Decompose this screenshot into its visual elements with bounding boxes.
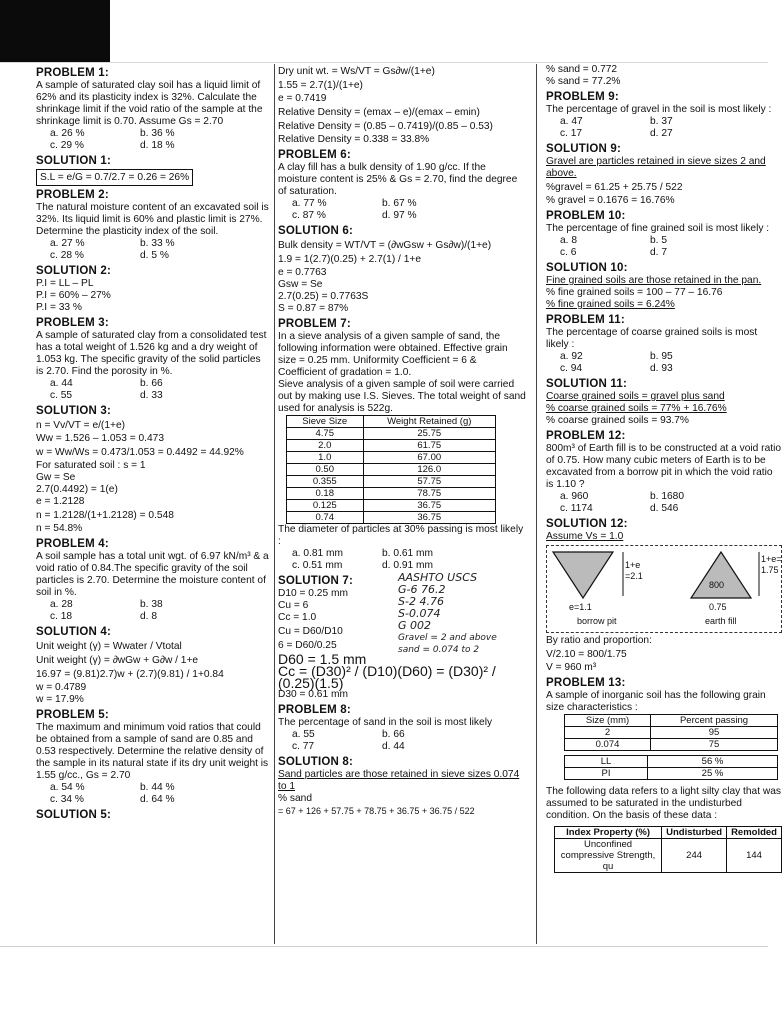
option-d: d. 33: [140, 390, 163, 401]
option-d: d. 546: [650, 503, 679, 514]
table-row: [287, 512, 496, 524]
problem-8-text: The percentage of sand in the soil is most likely: [278, 717, 493, 728]
solution-line: % fine grained soils = 100 – 77 – 16.76: [546, 287, 723, 298]
column-header: Percent passing: [651, 715, 778, 727]
problem-5-title: PROBLEM 5:: [36, 709, 109, 721]
solution-line: P.I = 60% – 27%: [36, 290, 111, 301]
figure-label: 800: [709, 580, 725, 590]
table-cell: 61.75: [363, 440, 496, 452]
option-b: b. 5: [650, 235, 667, 246]
table-cell: 4.75: [287, 428, 364, 440]
table-cell: 0.18: [287, 488, 364, 500]
options: [36, 599, 270, 611]
borrow-pit-triangle: [553, 552, 613, 598]
option-b: b. 67 %: [382, 198, 417, 209]
table-row: [565, 756, 778, 768]
table-row: [287, 500, 496, 512]
solution-3-title: SOLUTION 3:: [36, 405, 112, 417]
handwritten-note: sand = 0.074 to 2: [398, 645, 480, 655]
options: [36, 782, 270, 794]
top-edge: [0, 62, 768, 63]
option-a: a. 27 %: [50, 238, 85, 249]
option-c: c. 0.51 mm: [292, 560, 343, 571]
table-cell: 25 %: [648, 768, 778, 780]
solution-line: D10 = 0.25 mm: [278, 588, 348, 599]
option-d: d. 44: [382, 741, 405, 752]
option-b: b. 66: [382, 729, 405, 740]
document-page: [30, 64, 782, 944]
problem-1-text: A sample of saturated clay soil has a liquid limit of 62% and its plasticity index is 32%. Calculate the shrinkage limit if the void ratio of the sample at the shrinkage limit is 0.70. Assume Gs = 2.70: [36, 80, 263, 127]
options: [278, 729, 526, 741]
column-3: [546, 64, 782, 944]
solution-line: By ratio and proportion:: [546, 635, 652, 646]
figure-label: 1+e=: [761, 554, 782, 564]
handwritten-note: AASHTO USCS: [398, 571, 478, 584]
problem-6-text: A clay fill has a bulk density of 1.90 g/cc. If the moisture content is 25% & Gs = 2.70, find the degree of saturation.: [278, 162, 518, 197]
table-cell: 126.0: [363, 464, 496, 476]
solution-line: % coarse grained soils = 77% + 16.76%: [546, 403, 727, 414]
figure-label: borrow pit: [577, 616, 617, 626]
solution-7-title: SOLUTION 7:: [278, 575, 354, 587]
solution-line: P.I = 33 %: [36, 302, 82, 313]
solution-line: Ww = 1.526 – 1.053 = 0.473: [36, 433, 165, 444]
problem-10-text: The percentage of fine grained soil is most likely :: [546, 223, 770, 234]
solution-line: Cu = 6: [278, 600, 309, 611]
solution-11-title: SOLUTION 11:: [546, 378, 627, 390]
options: [278, 210, 526, 222]
options: [278, 548, 526, 560]
options: [546, 363, 782, 375]
table-row: [565, 768, 778, 780]
column-header: Sieve Size: [287, 416, 364, 428]
figure-label: 0.75: [709, 602, 727, 612]
solution-line: w = 0.4789: [36, 682, 87, 693]
problem-2-text: The natural moisture content of an excavated soil is 32%. Its liquid limit is 60% and plastic limit is 27%. Determine the plasticity index of the soil.: [36, 202, 269, 237]
table-row: [287, 440, 496, 452]
solution-line: n = Vv/VT = e/(1+e): [36, 420, 126, 431]
solution-line: Fine grained soils are those retained in the pan.: [546, 275, 762, 286]
options: [546, 116, 782, 128]
problem-10-title: PROBLEM 10:: [546, 210, 626, 222]
solution-line: % coarse grained soils = 93.7%: [546, 415, 689, 426]
table-cell: 244: [662, 839, 727, 873]
table-row: [287, 464, 496, 476]
problem-7-title: PROBLEM 7:: [278, 318, 351, 330]
solution-line: = 67 + 126 + 57.75 + 78.75 + 36.75 + 36.75 / 522: [278, 806, 475, 816]
sieve-table: [286, 415, 496, 524]
table-cell: 56 %: [648, 756, 778, 768]
table-cell: 0.355: [287, 476, 364, 488]
option-a: a. 55: [292, 729, 315, 740]
solution-6-title: SOLUTION 6:: [278, 225, 354, 237]
option-c: c. 28 %: [50, 250, 84, 261]
limits-table: [564, 755, 778, 780]
solution-4-title: SOLUTION 4:: [36, 626, 112, 638]
table-row: [287, 476, 496, 488]
option-d: d. 0.91 mm: [382, 560, 433, 571]
solution-line: Cu = D60/D10: [278, 626, 343, 637]
options: [36, 390, 270, 402]
problem-12-title: PROBLEM 12:: [546, 430, 626, 442]
option-c: c. 87 %: [292, 210, 326, 221]
table-cell: 36.75: [363, 500, 496, 512]
solution-line: For saturated soil : s = 1: [36, 460, 146, 471]
grain-size-table: [564, 714, 778, 751]
problem-11-title: PROBLEM 11:: [546, 314, 625, 326]
option-b: b. 36 %: [140, 128, 175, 139]
solution-line: w = 17.9%: [36, 694, 84, 705]
options: [278, 198, 526, 210]
solution-line: % sand = 0.772: [546, 64, 618, 75]
solution-line: %gravel = 61.25 + 25.75 / 522: [546, 182, 683, 193]
option-a: a. 77 %: [292, 198, 327, 209]
option-c: c. 29 %: [50, 140, 84, 151]
problem-13-title: PROBLEM 13:: [546, 677, 626, 689]
solution-line: Relative Density = (0.85 – 0.7419)/(0.85 – 0.53): [278, 121, 493, 132]
options: [546, 235, 782, 247]
column-1: [36, 64, 270, 944]
column-2: [278, 64, 526, 944]
column-divider: [536, 64, 537, 944]
problem-7-text-2: Sieve analysis of a given sample of soil were carried out by making use I.S. Sieves. The total weight of sand used for analysis is 522g.: [278, 379, 526, 414]
options: [278, 741, 526, 753]
table-row: [565, 739, 778, 751]
column-header: Weight Retained (g): [363, 416, 496, 428]
option-a: a. 8: [560, 235, 577, 246]
option-a: a. 960: [560, 491, 589, 502]
handwritten-notes: [398, 572, 524, 665]
options: [36, 128, 270, 140]
table-cell: PI: [565, 768, 648, 780]
problem-8-title: PROBLEM 8:: [278, 704, 351, 716]
table-cell: 75: [651, 739, 778, 751]
problem-7-text: In a sieve analysis of a given sample of sand, the following information were obtained. Effective grain size = 0.25 mm. Uniformity Coefficient = 6 & Coefficient of gradation = 1.0.: [278, 331, 508, 378]
solution-line: n = 54.8%: [36, 523, 83, 534]
option-c: c. 94: [560, 363, 583, 374]
column-header: Remolded: [727, 827, 782, 839]
options: [36, 238, 270, 250]
problem-2-title: PROBLEM 2:: [36, 189, 109, 201]
problem-4-title: PROBLEM 4:: [36, 538, 109, 550]
column-header: Undisturbed: [662, 827, 727, 839]
option-d: d. 93: [650, 363, 673, 374]
handwritten-note: S-2 4.76: [398, 595, 444, 608]
solution-2-title: SOLUTION 2:: [36, 265, 112, 277]
option-b: b. 38: [140, 599, 163, 610]
option-d: d. 5 %: [140, 250, 169, 261]
option-a: a. 54 %: [50, 782, 85, 793]
table-cell: Unconfined compressive Strength, qu: [555, 839, 662, 873]
solution-12-title: SOLUTION 12:: [546, 518, 628, 530]
solution-line: Sand particles are those retained in sieve sizes 0.074 to 1: [278, 769, 520, 792]
solution-line: Cc = 1.0: [278, 612, 317, 623]
option-a: a. 0.81 mm: [292, 548, 343, 559]
handwritten-note: G 002: [398, 619, 432, 632]
bottom-edge: [0, 946, 768, 947]
solution-line: Assume Vs = 1.0: [546, 531, 624, 542]
table-row: [565, 727, 778, 739]
option-a: a. 28: [50, 599, 73, 610]
figure-label: 1.75: [761, 565, 779, 575]
options: [546, 491, 782, 503]
solution-5-title: SOLUTION 5:: [36, 809, 112, 821]
option-b: b. 66: [140, 378, 163, 389]
solution-line: 1.55 = 2.7(1)/(1+e): [278, 80, 363, 91]
table-row: [287, 428, 496, 440]
table-header: [287, 416, 496, 428]
option-c: c. 17: [560, 128, 583, 139]
options: [36, 250, 270, 262]
option-d: d. 18 %: [140, 140, 175, 151]
solution-line: e = 1.2128: [36, 496, 85, 507]
option-b: b. 37: [650, 116, 673, 127]
option-b: b. 33 %: [140, 238, 175, 249]
solution-line: Gravel are particles retained in sieve sizes 2 and above.: [546, 156, 766, 179]
option-b: b. 1680: [650, 491, 684, 502]
solution-line: Dry unit wt. = Ws/VT = Gs∂w/(1+e): [278, 66, 435, 77]
solution-1-title: SOLUTION 1:: [36, 155, 112, 167]
table-row: [287, 488, 496, 500]
option-a: a. 44: [50, 378, 73, 389]
handwritten-note: Gravel = 2 and above: [398, 633, 497, 643]
options: [546, 503, 782, 515]
problem-13-text: A sample of inorganic soil has the following grain size characteristics :: [546, 690, 766, 713]
options: [546, 128, 782, 140]
table-cell: LL: [565, 756, 648, 768]
solution-line: Gw = Se: [36, 472, 76, 483]
solution-line: w = Ww/Ws = 0.473/1.053 = 0.4492 = 44.92%: [36, 447, 244, 458]
table-cell: 0.74: [287, 512, 364, 524]
table-cell: 95: [651, 727, 778, 739]
solution-line: 1.9 = 1(2.7)(0.25) + 2.7(1) / 1+e: [278, 254, 421, 265]
scan-corner-shadow: [0, 0, 110, 62]
solution-line: 2.7(0.25) = 0.7763S: [278, 291, 369, 302]
solution-line: Relative Density = 0.338 = 33.8%: [278, 134, 430, 145]
table-cell: 0.125: [287, 500, 364, 512]
problem-5-text: The maximum and minimum void ratios that could be obtained from a sample of sand are 0.85 and 0.53 respectively. Determine the relative density of the sample in its natural state if its dry unit weight is 1.55 g/cc., Gs = 2.70: [36, 722, 269, 781]
solution-line: 16.97 = (9.81)2.7)w + (2.7)(9.81) / 1+0.84: [36, 669, 224, 680]
option-a: a. 92: [560, 351, 583, 362]
options: [36, 611, 270, 623]
option-d: d. 97 %: [382, 210, 417, 221]
option-a: a. 47: [560, 116, 583, 127]
option-c: c. 1174: [560, 503, 593, 514]
problem-9-text: The percentage of gravel in the soil is most likely :: [546, 104, 772, 115]
option-b: b. 95: [650, 351, 673, 362]
solution-line: % sand = 77.2%: [546, 76, 621, 87]
column-header: Index Property (%): [555, 827, 662, 839]
solution-8-title: SOLUTION 8:: [278, 756, 354, 768]
table-cell: 25.75: [363, 428, 496, 440]
problem-3-text: A sample of saturated clay from a consolidated test has a total weight of 1.526 kg and a dry weight of 1.053 kg. The specific gravity of the solid particles is 2.70. Find the porosity in %.: [36, 330, 267, 377]
solution-line: % fine grained soils = 6.24%: [546, 299, 675, 310]
solution-line: Relative Density = (emax – e)/(emax – emin): [278, 107, 480, 118]
option-c: c. 77: [292, 741, 315, 752]
problem-1-title: PROBLEM 1:: [36, 67, 109, 79]
solution-line: Coarse grained soils = gravel plus sand: [546, 391, 725, 402]
table-row: [287, 452, 496, 464]
problem-11-text: The percentage of coarse grained soils is most likely :: [546, 327, 758, 350]
solution-line: Unit weight (γ) = Wwater / Vtotal: [36, 641, 182, 652]
options: [36, 378, 270, 390]
solution-line: n = 1.2128/(1+1.2128) = 0.548: [36, 510, 174, 521]
figure-label: e=1.1: [569, 602, 592, 612]
problem-7-question: The diameter of particles at 30% passing is most likely :: [278, 524, 524, 547]
solution-line: Cc = (D30)² / (D10)(D60) = (D30)² / (0.25)(1.5): [278, 663, 496, 691]
table-cell: 0.074: [565, 739, 651, 751]
figure-label: =2.1: [625, 571, 643, 581]
table-cell: 1.0: [287, 452, 364, 464]
option-a: a. 26 %: [50, 128, 85, 139]
figure-label: 1+e: [625, 560, 641, 570]
solution-line: D60 = 1.5 mm: [278, 651, 367, 667]
handwritten-note: S-0.074: [398, 607, 441, 620]
table-header: [555, 827, 782, 839]
table-row: [555, 839, 782, 873]
boxed-equation: S.L = e/G = 0.7/2.7 = 0.26 = 26%: [36, 169, 193, 186]
options: [546, 351, 782, 363]
problem-9-title: PROBLEM 9:: [546, 91, 619, 103]
option-c: c. 6: [560, 247, 577, 258]
solution-1-eq: [36, 169, 270, 186]
option-d: d. 27: [650, 128, 673, 139]
problem-3-title: PROBLEM 3:: [36, 317, 109, 329]
table-cell: 67.00: [363, 452, 496, 464]
handwritten-note: G-6 76.2: [398, 583, 446, 596]
option-c: c. 34 %: [50, 794, 84, 805]
solution-line: S = 0.87 = 87%: [278, 303, 349, 314]
solution-line: Bulk density = WT/VT = (∂wGsw + Gs∂w)/(1+e): [278, 240, 492, 251]
solution-line: D30 = 0.61 mm: [278, 689, 348, 700]
problem-4-text: A soil sample has a total unit wgt. of 6.97 kN/m³ & a void ratio of 0.84.The specific gravity of the soil particles is 2.70. Determine the moisture content of soil in %.: [36, 551, 269, 598]
table-cell: 0.50: [287, 464, 364, 476]
phase-diagram-figure: [546, 545, 782, 633]
option-c: c. 18: [50, 611, 73, 622]
problem-13-text-2: The following data refers to a light silty clay that was assumed to be saturated in the undisturbed condition. On the basis of these data :: [546, 786, 781, 821]
table-cell: 2.0: [287, 440, 364, 452]
solution-line: Gsw = Se: [278, 279, 323, 290]
table-cell: 57.75: [363, 476, 496, 488]
solution-line: % gravel = 0.1676 = 16.76%: [546, 195, 675, 206]
option-b: b. 0.61 mm: [382, 548, 433, 559]
solution-line: e = 0.7419: [278, 93, 327, 104]
table-header: [565, 715, 778, 727]
solution-line: 6 = D60/0.25: [278, 640, 337, 651]
solution-7-typed: [278, 572, 398, 665]
table-cell: 36.75: [363, 512, 496, 524]
solution-line: % sand: [278, 793, 312, 804]
table-cell: 78.75: [363, 488, 496, 500]
figure-label: earth fill: [705, 616, 737, 626]
option-d: d. 64 %: [140, 794, 175, 805]
option-d: d. 8: [140, 611, 157, 622]
earth-fill-triangle: [691, 552, 751, 598]
solution-line: V = 960 m³: [546, 662, 597, 673]
solution-line: P.I = LL – PL: [36, 278, 94, 289]
options: [36, 140, 270, 152]
option-b: b. 44 %: [140, 782, 175, 793]
solution-9-title: SOLUTION 9:: [546, 143, 622, 155]
table-cell: 2: [565, 727, 651, 739]
options: [546, 247, 782, 259]
solution-line: 2.7(0.4492) = 1(e): [36, 484, 118, 495]
solution-line: Unit weight (γ) = ∂wGw + G∂w / 1+e: [36, 655, 199, 666]
column-divider: [274, 64, 275, 944]
table-cell: 144: [727, 839, 782, 873]
solution-line: e = 0.7763: [278, 267, 327, 278]
solution-10-title: SOLUTION 10:: [546, 262, 628, 274]
option-c: c. 55: [50, 390, 73, 401]
option-d: d. 7: [650, 247, 667, 258]
solution-7-block: [278, 572, 526, 665]
column-header: Size (mm): [565, 715, 651, 727]
problem-12-text: 800m³ of Earth fill is to be constructed at a void ratio of 0.75. How many cubic meters of Earth is to be excavated from a borrow pit in which the void ratio is 1.10 ?: [546, 443, 781, 490]
solution-line: V/2.10 = 800/1.75: [546, 649, 627, 660]
options: [36, 794, 270, 806]
index-property-table: [554, 826, 782, 873]
problem-6-title: PROBLEM 6:: [278, 149, 351, 161]
